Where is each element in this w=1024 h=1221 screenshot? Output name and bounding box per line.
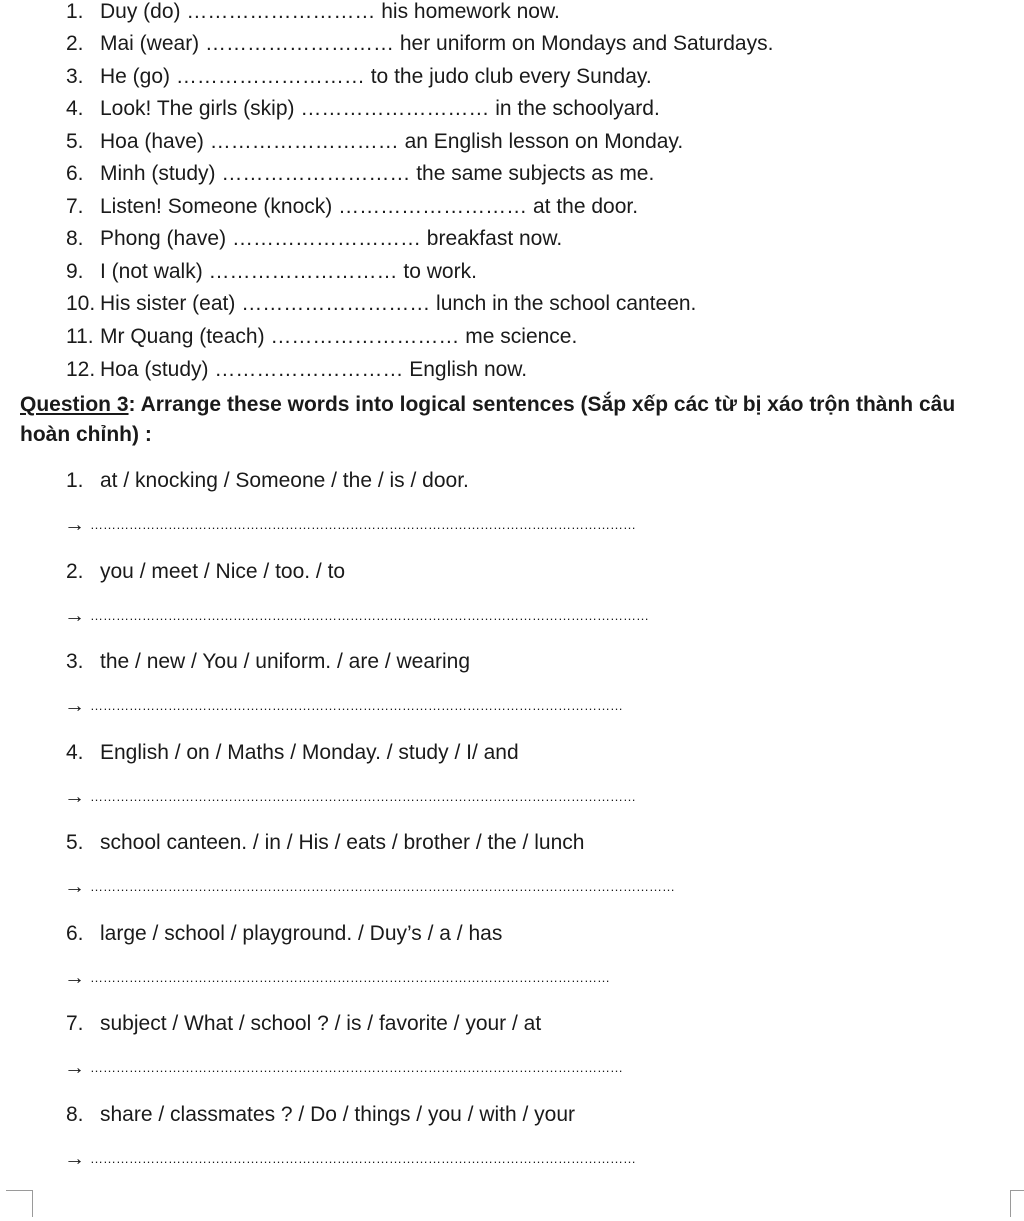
item-prompt: Look! The girls (skip) xyxy=(100,97,295,120)
item-prompt: Minh (study) xyxy=(100,162,216,185)
question3-instruction: : Arrange these words into logical sentences (Sắp xếp các từ bị xáo trộn thành câu hoàn chỉnh) : xyxy=(20,393,956,446)
q2-item-5 xyxy=(66,130,683,154)
item-rest: in the schoolyard. xyxy=(495,97,660,120)
item-number: 9. xyxy=(66,260,84,283)
arrow-right-icon: → xyxy=(64,604,85,627)
arrow-right-icon: → xyxy=(64,1056,85,1079)
item-number: 1. xyxy=(66,469,84,492)
page-corner-mark-right xyxy=(1010,1190,1024,1217)
item-number: 2. xyxy=(66,32,84,55)
q2-item-11 xyxy=(66,325,577,349)
item-rest: me science. xyxy=(465,325,578,348)
question3-label: Question 3 xyxy=(20,393,129,416)
item-rest: the same subjects as me. xyxy=(416,162,655,185)
blank-dots: ……………………… xyxy=(270,325,460,348)
arrow-right-icon: → xyxy=(64,1147,85,1170)
arrow-right-icon: → xyxy=(64,966,85,989)
item-number: 6. xyxy=(66,162,84,185)
q2-item-9 xyxy=(66,260,477,284)
item-number: 7. xyxy=(66,195,84,218)
q2-item-10 xyxy=(66,292,696,316)
q2-item-12 xyxy=(66,358,527,382)
answer-line-3 xyxy=(64,694,623,718)
item-rest: breakfast now. xyxy=(426,227,563,250)
arrow-right-icon: → xyxy=(64,694,85,717)
answer-dots: ……………………………………………………………………………………………………………… xyxy=(90,789,636,804)
item-number: 4. xyxy=(66,97,84,120)
item-number: 11. xyxy=(66,325,94,348)
item-number: 3. xyxy=(66,65,84,88)
blank-dots: ……………………… xyxy=(300,97,490,120)
item-prompt: I (not walk) xyxy=(100,260,203,283)
item-prompt: Duy (do) xyxy=(100,0,181,23)
answer-line-1 xyxy=(64,513,636,537)
item-number: 5. xyxy=(66,831,84,854)
q3-item-4 xyxy=(66,741,519,765)
answer-dots: …………………………………………………………………………………………………………… xyxy=(90,698,623,713)
q3-item-2 xyxy=(66,560,345,584)
answer-dots: …………………………………………………………………………………………………………… xyxy=(90,1060,623,1075)
q3-item-5 xyxy=(66,831,584,855)
scrambled-words: share / classmates ? / Do / things / you / with / your xyxy=(100,1103,576,1126)
item-rest: to work. xyxy=(403,260,477,283)
q3-item-8 xyxy=(66,1103,575,1127)
q2-item-1 xyxy=(66,0,560,24)
answer-line-6 xyxy=(64,966,610,990)
answer-line-7 xyxy=(64,1056,623,1080)
page-corner-mark-left xyxy=(6,1190,33,1217)
q3-item-1 xyxy=(66,469,469,493)
item-number: 1. xyxy=(66,0,84,23)
q2-item-8 xyxy=(66,227,562,251)
q3-item-7 xyxy=(66,1012,541,1036)
question3-heading xyxy=(20,390,1010,450)
item-number: 5. xyxy=(66,130,84,153)
q3-item-6 xyxy=(66,922,502,946)
item-rest: his homework now. xyxy=(381,0,560,23)
item-number: 12. xyxy=(66,358,96,381)
blank-dots: ……………………… xyxy=(205,32,395,55)
item-number: 2. xyxy=(66,560,84,583)
q2-item-3 xyxy=(66,65,652,89)
item-prompt: Hoa (have) xyxy=(100,130,204,153)
q2-item-7 xyxy=(66,195,638,219)
blank-dots: ……………………… xyxy=(221,162,411,185)
scrambled-words: subject / What / school ? / is / favorite / your / at xyxy=(100,1012,542,1035)
scrambled-words: at / knocking / Someone / the / is / door. xyxy=(100,469,469,492)
item-number: 4. xyxy=(66,741,84,764)
item-prompt: His sister (eat) xyxy=(100,292,236,315)
item-prompt: Mr Quang (teach) xyxy=(100,325,265,348)
scrambled-words: English / on / Maths / Monday. / study / I/ and xyxy=(100,741,519,764)
blank-dots: ……………………… xyxy=(241,292,431,315)
item-number: 8. xyxy=(66,1103,84,1126)
q2-item-4 xyxy=(66,97,660,121)
answer-dots: ………………………………………………………………………………………………………………… xyxy=(90,608,649,623)
answer-dots: ……………………………………………………………………………………………………………… xyxy=(90,517,636,532)
item-rest: English now. xyxy=(409,358,528,381)
arrow-right-icon: → xyxy=(64,513,85,536)
blank-dots: ……………………… xyxy=(186,0,376,23)
item-number: 10. xyxy=(66,292,96,315)
answer-line-8 xyxy=(64,1147,636,1171)
item-rest: at the door. xyxy=(532,195,639,218)
blank-dots: ……………………… xyxy=(338,195,528,218)
answer-dots: ………………………………………………………………………………………………………… xyxy=(90,970,610,985)
item-prompt: Phong (have) xyxy=(100,227,227,250)
item-number: 7. xyxy=(66,1012,84,1035)
q3-item-3 xyxy=(66,650,470,674)
blank-dots: ……………………… xyxy=(209,130,399,153)
item-rest: lunch in the school canteen. xyxy=(436,292,697,315)
item-prompt: Listen! Someone (knock) xyxy=(100,195,333,218)
answer-dots: ……………………………………………………………………………………………………………………… xyxy=(90,879,675,894)
blank-dots: ……………………… xyxy=(208,260,398,283)
item-number: 6. xyxy=(66,922,84,945)
arrow-right-icon: → xyxy=(64,785,85,808)
blank-dots: ……………………… xyxy=(231,227,421,250)
arrow-right-icon: → xyxy=(64,875,85,898)
blank-dots: ……………………… xyxy=(214,358,404,381)
item-prompt: Mai (wear) xyxy=(100,32,200,55)
answer-line-2 xyxy=(64,604,649,628)
item-number: 3. xyxy=(66,650,84,673)
q2-item-2 xyxy=(66,32,773,56)
blank-dots: ……………………… xyxy=(175,65,365,88)
scrambled-words: you / meet / Nice / too. / to xyxy=(100,560,346,583)
scrambled-words: school canteen. / in / His / eats / brother / the / lunch xyxy=(100,831,585,854)
item-rest: to the judo club every Sunday. xyxy=(370,65,652,88)
item-rest: her uniform on Mondays and Saturdays. xyxy=(399,32,774,55)
q2-item-6 xyxy=(66,162,654,186)
answer-line-5 xyxy=(64,875,675,899)
scrambled-words: large / school / playground. / Duy’s / a / has xyxy=(100,922,503,945)
item-number: 8. xyxy=(66,227,84,250)
item-rest: an English lesson on Monday. xyxy=(404,130,684,153)
item-prompt: Hoa (study) xyxy=(100,358,209,381)
item-prompt: He (go) xyxy=(100,65,171,88)
scrambled-words: the / new / You / uniform. / are / wearing xyxy=(100,650,471,673)
answer-line-4 xyxy=(64,785,636,809)
answer-dots: ……………………………………………………………………………………………………………… xyxy=(90,1151,636,1166)
